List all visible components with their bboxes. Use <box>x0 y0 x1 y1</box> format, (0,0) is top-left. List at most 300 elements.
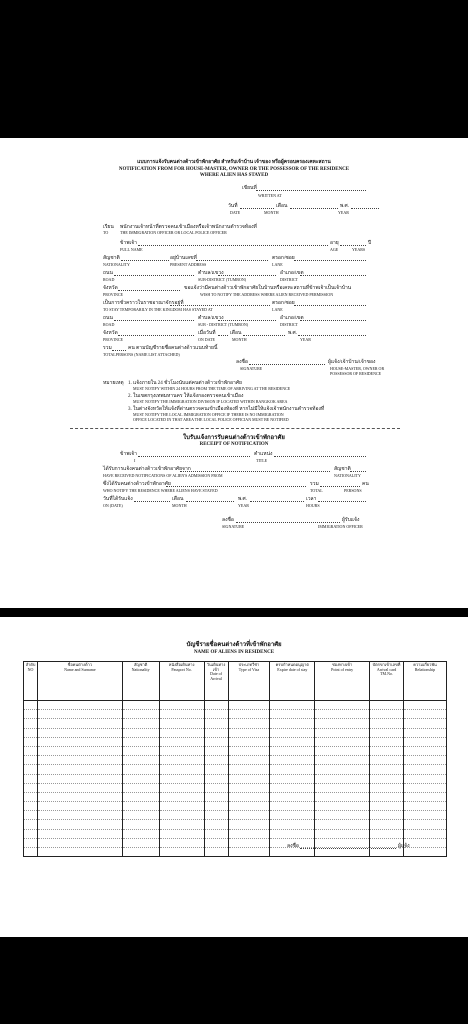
table-row <box>24 820 447 829</box>
table-cell[interactable] <box>228 737 270 746</box>
table-cell[interactable] <box>37 783 122 792</box>
lane-label-en: LANE <box>272 262 283 267</box>
table-cell[interactable] <box>270 802 315 811</box>
table-cell[interactable] <box>122 765 159 774</box>
table-cell[interactable] <box>159 820 204 829</box>
table-cell[interactable] <box>159 710 204 719</box>
address-field[interactable] <box>196 260 268 261</box>
table-cell[interactable] <box>370 756 404 765</box>
year-label-th: พ.ศ. <box>340 204 349 209</box>
year-field[interactable] <box>351 208 379 209</box>
road-field[interactable] <box>114 275 194 276</box>
table-cell[interactable] <box>159 802 204 811</box>
officer-signature-field[interactable] <box>236 522 340 523</box>
table-cell[interactable] <box>24 728 38 737</box>
table-cell[interactable] <box>37 774 122 783</box>
table-cell[interactable] <box>24 701 38 710</box>
written-at-label-th: เขียนที่ <box>242 186 257 191</box>
table-cell[interactable] <box>24 710 38 719</box>
signature-role-en-2: POSSESSOR OF RESIDENCE <box>330 371 382 376</box>
table-cell[interactable] <box>270 719 315 728</box>
table-cell[interactable] <box>24 848 38 857</box>
table-cell[interactable] <box>315 829 370 838</box>
table-cell[interactable] <box>370 728 404 737</box>
table-cell[interactable] <box>404 701 447 710</box>
name-label-en: FULL NAME <box>120 247 143 252</box>
lane-label-th: ตรอก/ซอย <box>272 256 295 261</box>
officer-label-en: IMMIGRATION OFFICER <box>318 524 363 529</box>
to-recipient-en: THE IMMIGRATION OFFICER OR LOCAL POLICE OFFICER <box>120 230 227 235</box>
province-label-th: จังหวัด <box>103 286 118 291</box>
receipt-month-field[interactable] <box>186 501 234 502</box>
table-cell[interactable] <box>315 710 370 719</box>
table-cell[interactable] <box>122 728 159 737</box>
table-cell[interactable] <box>122 792 159 801</box>
table-header-row <box>24 662 447 701</box>
who-field[interactable] <box>166 486 306 487</box>
table-cell[interactable] <box>122 737 159 746</box>
stay-address-field[interactable] <box>170 305 270 306</box>
nationality-field[interactable] <box>121 260 169 261</box>
table-cell[interactable] <box>159 792 204 801</box>
table-cell[interactable] <box>404 737 447 746</box>
alien-list-en-title: NAME OF ALIENS IN RESIDENCE <box>193 650 275 655</box>
table-cell[interactable] <box>204 719 228 728</box>
table-cell[interactable] <box>24 829 38 838</box>
table-cell[interactable] <box>24 838 38 847</box>
table-cell[interactable] <box>24 783 38 792</box>
table-cell[interactable] <box>37 765 122 774</box>
signature-field[interactable] <box>249 364 325 365</box>
receipt-hours-field[interactable] <box>318 501 366 502</box>
province-label-en: PROVINCE <box>103 292 124 297</box>
table-cell[interactable] <box>122 838 159 847</box>
table-cell[interactable] <box>204 802 228 811</box>
table-cell[interactable] <box>159 774 204 783</box>
age-label-th: อายุ <box>330 241 339 246</box>
stay-province-label-th: จังหวัด <box>103 331 118 336</box>
table-cell[interactable] <box>204 829 228 838</box>
list-sign-label-th: ลงชื่อ <box>287 844 299 849</box>
signature-label-th: ลงชื่อ <box>236 360 248 365</box>
alien-list-table <box>23 661 447 857</box>
table-cell[interactable] <box>159 737 204 746</box>
form-en-title: NOTIFICATION FROM FOR HOUSE-MASTER, OWNER OR THE POSSESSOR OF THE RESIDENCE <box>118 167 350 172</box>
persons-label-en: PERSONS <box>344 488 362 493</box>
table-cell[interactable] <box>315 701 370 710</box>
table-cell[interactable] <box>270 701 315 710</box>
table-row <box>24 710 447 719</box>
col-header-arrival: วันเดินทางเข้า Date of Arrival <box>204 662 228 701</box>
table-cell[interactable] <box>404 802 447 811</box>
ondate-label-en: ON DATE <box>198 337 215 342</box>
table-cell[interactable] <box>228 701 270 710</box>
table-cell[interactable] <box>159 783 204 792</box>
date-field[interactable] <box>240 208 274 209</box>
table-row <box>24 792 447 801</box>
district-field[interactable] <box>300 275 366 276</box>
table-cell[interactable] <box>122 820 159 829</box>
table-cell[interactable] <box>228 774 270 783</box>
table-cell[interactable] <box>315 746 370 755</box>
table-cell[interactable] <box>24 802 38 811</box>
table-cell[interactable] <box>270 756 315 765</box>
table-cell[interactable] <box>404 774 447 783</box>
receipt-name-label-th: ข้าพเจ้า <box>120 452 137 457</box>
stay-month-label-en: MONTH <box>232 337 247 342</box>
stay-label-en: TO STAY TEMPORARILY IN THE KINGDOM HAS STAYED AT <box>103 307 213 312</box>
ondate-label-th: เมื่อวันที่ <box>198 331 216 336</box>
table-cell[interactable] <box>370 774 404 783</box>
month-field[interactable] <box>290 208 338 209</box>
table-cell[interactable] <box>404 792 447 801</box>
table-cell[interactable] <box>228 820 270 829</box>
table-cell[interactable] <box>228 802 270 811</box>
col-header-entry: ช่องทางเข้า Point of entry <box>315 662 370 701</box>
table-cell[interactable] <box>404 811 447 820</box>
table-cell[interactable] <box>204 701 228 710</box>
table-row <box>24 829 447 838</box>
stay-year-label-en: YEAR <box>300 337 311 342</box>
table-cell[interactable] <box>204 756 228 765</box>
to-prefix-en: TO <box>103 230 109 235</box>
table-cell[interactable] <box>37 848 122 857</box>
list-signature-field[interactable] <box>300 848 396 849</box>
alien-list-thai-title: บัญชีรายชื่อคนต่างด้าวที่เข้าพักอาศัย <box>186 642 282 648</box>
notification-form-page <box>0 138 468 608</box>
receipt-date-label-en: ON (DATE) <box>103 503 123 508</box>
table-cell[interactable] <box>37 811 122 820</box>
note-1-th: 1. แจ้งภายใน 24 ชั่วโมงนับแต่คนต่างด้าวเข้าพักอาศัย <box>128 381 242 386</box>
receipt-title-label-en: TITLE <box>256 458 268 463</box>
table-cell[interactable] <box>315 783 370 792</box>
table-cell[interactable] <box>228 756 270 765</box>
table-cell[interactable] <box>315 811 370 820</box>
stay-subdistrict-label-en: SUB - DISTRICT (TUMBON) <box>198 322 249 327</box>
table-cell[interactable] <box>204 783 228 792</box>
table-cell[interactable] <box>204 746 228 755</box>
officer-sign-label-th: ลงชื่อ <box>222 518 234 523</box>
table-cell[interactable] <box>228 719 270 728</box>
month-label-th: เดือน <box>276 204 288 209</box>
ondate-field[interactable] <box>218 335 228 336</box>
table-cell[interactable] <box>204 792 228 801</box>
table-cell[interactable] <box>122 719 159 728</box>
receipt-total-field[interactable] <box>320 486 360 487</box>
table-cell[interactable] <box>159 838 204 847</box>
col-header-expire: ครบกำหนดอนุญาต Expire date of stay <box>270 662 315 701</box>
table-cell[interactable] <box>228 811 270 820</box>
table-cell[interactable] <box>159 746 204 755</box>
notes-label: หมายเหตุ <box>103 381 124 386</box>
receipt-nat-field[interactable] <box>350 471 366 472</box>
table-row <box>24 765 447 774</box>
receipt-title-field[interactable] <box>274 456 366 457</box>
table-cell[interactable] <box>270 737 315 746</box>
table-cell[interactable] <box>228 746 270 755</box>
stay-road-field[interactable] <box>114 320 194 321</box>
address-label-th: อยู่บ้านเลขที่ <box>170 256 197 261</box>
receipt-hours-label-th: เวลา <box>306 497 317 502</box>
receipt-date-field[interactable] <box>134 501 170 502</box>
to-prefix-th: เรียน <box>103 225 114 230</box>
table-cell[interactable] <box>24 820 38 829</box>
table-cell[interactable] <box>122 811 159 820</box>
table-cell[interactable] <box>159 719 204 728</box>
table-cell[interactable] <box>24 792 38 801</box>
table-cell[interactable] <box>228 829 270 838</box>
written-at-field[interactable] <box>256 190 366 191</box>
table-cell[interactable] <box>404 820 447 829</box>
persons-label-th: คน <box>362 482 369 487</box>
col-header-arrival-card: บัตรขาเข้าเลขที่ Arrival card TM.No. <box>370 662 404 701</box>
table-cell[interactable] <box>159 728 204 737</box>
years-label-en: YEARS <box>352 247 366 252</box>
received-label-th: ได้รับการแจ้งคนต่างด้าวเข้าพักอาศัยจาก <box>103 467 191 472</box>
table-cell[interactable] <box>37 802 122 811</box>
stay-month-field[interactable] <box>243 335 285 336</box>
table-cell[interactable] <box>122 710 159 719</box>
table-cell[interactable] <box>122 783 159 792</box>
province-field[interactable] <box>118 290 180 291</box>
table-cell[interactable] <box>370 710 404 719</box>
stay-province-field[interactable] <box>118 335 194 336</box>
table-cell[interactable] <box>370 811 404 820</box>
table-cell[interactable] <box>122 774 159 783</box>
stay-district-label-th: อำเภอ/เขต <box>280 316 304 321</box>
stay-label-th: เป็นการชั่วคราวในราชอาณาจักรอยู่ที่ <box>103 301 184 306</box>
total-field[interactable] <box>112 350 126 351</box>
received-from-field[interactable] <box>180 471 330 472</box>
table-cell[interactable] <box>270 746 315 755</box>
table-cell[interactable] <box>370 802 404 811</box>
table-cell[interactable] <box>122 848 159 857</box>
table-cell[interactable] <box>315 792 370 801</box>
table-cell[interactable] <box>37 756 122 765</box>
lane-field[interactable] <box>294 260 366 261</box>
stay-subdistrict-field[interactable] <box>218 320 276 321</box>
table-cell[interactable] <box>370 820 404 829</box>
table-row <box>24 746 447 755</box>
table-cell[interactable] <box>270 710 315 719</box>
stay-district-label-en: DISTRICT <box>280 322 298 327</box>
note-3-en: MUST NOTIFY THE LOCAL IMMIGRATION OFFICE IF THERE IS NO IMMIGRATION <box>133 412 284 417</box>
table-cell[interactable] <box>159 756 204 765</box>
table-cell[interactable] <box>204 710 228 719</box>
table-cell[interactable] <box>404 728 447 737</box>
table-cell[interactable] <box>228 765 270 774</box>
receipt-total-label-th: รวม <box>310 482 319 487</box>
table-cell[interactable] <box>24 737 38 746</box>
table-cell[interactable] <box>315 765 370 774</box>
note-1-en: MUST NOTIFY WITHIN 24 HOURS FROM THE TIME OF ARRIVING AT THE RESIDENCE <box>133 386 291 391</box>
district-label-en: DISTRICT <box>280 277 298 282</box>
table-cell[interactable] <box>204 774 228 783</box>
table-cell[interactable] <box>37 728 122 737</box>
table-cell[interactable] <box>204 838 228 847</box>
total-text-th: คน ตามบัญชีรายชื่อคนต่างด้าวแนบท้ายนี้ <box>128 346 218 351</box>
table-cell[interactable] <box>315 820 370 829</box>
table-cell[interactable] <box>315 838 370 847</box>
table-cell[interactable] <box>404 756 447 765</box>
table-cell[interactable] <box>122 701 159 710</box>
table-cell[interactable] <box>228 783 270 792</box>
notify-text-th: ขอแจ้งว่ามีคนต่างด้าวเข้าพักอาศัยในบ้านหรือเคหะสถานที่ข้าพเจ้าเป็นเจ้าบ้าน <box>184 286 352 291</box>
table-cell[interactable] <box>204 811 228 820</box>
table-cell[interactable] <box>404 829 447 838</box>
table-cell[interactable] <box>24 746 38 755</box>
table-cell[interactable] <box>228 710 270 719</box>
table-cell[interactable] <box>37 737 122 746</box>
table-cell[interactable] <box>270 783 315 792</box>
table-cell[interactable] <box>24 719 38 728</box>
total-label-th: รวม <box>103 346 112 351</box>
table-cell[interactable] <box>404 783 447 792</box>
signature-role-en-1: HOUSE-MASTER, OWNER OR <box>330 366 385 371</box>
table-cell[interactable] <box>159 829 204 838</box>
col-header-name: ชื่อคนต่างด้าว Name and Surname <box>37 662 122 701</box>
year-label-en: YEAR <box>338 210 349 215</box>
table-cell[interactable] <box>24 811 38 820</box>
stay-subdistrict-label-th: ตำบล/แขวง <box>198 316 224 321</box>
table-row <box>24 756 447 765</box>
full-name-field[interactable] <box>138 245 328 246</box>
table-cell[interactable] <box>37 710 122 719</box>
table-cell[interactable] <box>315 756 370 765</box>
date-label-th: วันที่ <box>228 204 238 209</box>
officer-sign-label-en: SIGNATURE <box>222 524 245 529</box>
who-label-th: ซึ่งได้รับคนต่างด้าวเข้าพักอาศัย <box>103 482 171 487</box>
note-3-th: 3. ในต่างจังหวัดให้แจ้งที่ด่านตรวจคนเข้าเมืองท้องที่ หากไม่มีให้แจ้งเจ้าพนักงานตำรวจท้องที่ <box>128 407 325 412</box>
stay-month-label-th: เดือน <box>230 331 242 336</box>
stay-lane-field[interactable] <box>294 305 366 306</box>
table-cell[interactable] <box>37 820 122 829</box>
table-cell[interactable] <box>204 728 228 737</box>
table-cell[interactable] <box>404 746 447 755</box>
table-cell[interactable] <box>204 848 228 857</box>
table-cell[interactable] <box>37 746 122 755</box>
table-cell[interactable] <box>315 802 370 811</box>
stay-district-field[interactable] <box>300 320 366 321</box>
table-cell[interactable] <box>270 792 315 801</box>
note-2-en: MUST NOTIFY THE IMMIGRATION DIVISION IF LOCATED WITHIN BANGKOK AREA <box>133 399 288 404</box>
table-cell[interactable] <box>37 829 122 838</box>
table-cell[interactable] <box>315 737 370 746</box>
nationality-label-th: สัญชาติ <box>103 256 120 261</box>
table-cell[interactable] <box>404 719 447 728</box>
receipt-date-label-th: วันที่ได้รับแจ้ง <box>103 497 133 502</box>
receipt-month-label-th: เดือน <box>172 497 184 502</box>
table-cell[interactable] <box>204 737 228 746</box>
month-label-en: MONTH <box>264 210 279 215</box>
table-cell[interactable] <box>159 701 204 710</box>
table-cell[interactable] <box>122 756 159 765</box>
table-cell[interactable] <box>122 802 159 811</box>
stay-road-label-en: ROAD <box>103 322 115 327</box>
table-cell[interactable] <box>370 765 404 774</box>
table-cell[interactable] <box>24 765 38 774</box>
alien-list-page <box>0 617 468 937</box>
table-cell[interactable] <box>370 783 404 792</box>
table-cell[interactable] <box>37 838 122 847</box>
table-cell[interactable] <box>370 719 404 728</box>
table-cell[interactable] <box>270 765 315 774</box>
written-at-label-en: WRITTEN AT <box>258 193 282 198</box>
table-cell[interactable] <box>404 765 447 774</box>
col-header-passport: หนังสือเดินทาง Passport No. <box>159 662 204 701</box>
table-cell[interactable] <box>228 838 270 847</box>
table-cell[interactable] <box>122 829 159 838</box>
signature-role-th: ผู้แจ้ง/เจ้าบ้าน/เจ้าของ <box>328 360 376 365</box>
receipt-hours-label-en: HOURS <box>306 503 320 508</box>
table-cell[interactable] <box>159 848 204 857</box>
received-label-en: HAVE RECEIVED NOTIFICATIONS OF ALIEN'S ADMISSION FROM <box>103 473 223 478</box>
subdistrict-label-en: SUB-DISTRICT (TUMBON) <box>198 277 247 282</box>
receipt-nat-label-th: สัญชาติ <box>334 467 351 472</box>
receipt-title-label-th: ตำแหน่ง <box>254 452 273 457</box>
table-cell[interactable] <box>270 811 315 820</box>
table-cell[interactable] <box>315 728 370 737</box>
cut-line <box>70 428 400 429</box>
table-cell[interactable] <box>270 820 315 829</box>
table-cell[interactable] <box>228 792 270 801</box>
total-label-en: TOTALPERSONS (NAME LIST ATTACHED) <box>103 352 180 357</box>
nationality-label-en: NATIONALITY <box>103 262 130 267</box>
table-cell[interactable] <box>24 774 38 783</box>
age-field[interactable] <box>340 245 366 246</box>
table-cell[interactable] <box>370 701 404 710</box>
stay-year-label-th: พ.ศ. <box>288 331 297 336</box>
table-cell[interactable] <box>204 765 228 774</box>
receipt-total-label-en: TOTAL <box>310 488 323 493</box>
stay-lane-label-th: ตรอก/ซอย <box>272 301 295 306</box>
stay-year-field[interactable] <box>298 335 366 336</box>
table-cell[interactable] <box>370 792 404 801</box>
table-row <box>24 802 447 811</box>
table-cell[interactable] <box>204 820 228 829</box>
receipt-year-field[interactable] <box>250 501 304 502</box>
table-cell[interactable] <box>315 719 370 728</box>
table-cell[interactable] <box>228 728 270 737</box>
table-cell[interactable] <box>24 756 38 765</box>
table-row <box>24 701 447 710</box>
table-cell[interactable] <box>37 719 122 728</box>
table-cell[interactable] <box>122 746 159 755</box>
note-3-en-2: OFFICE LOCATED IN THAT AREA THE LOCAL POLICE OFFICIAN MUST BE NOTIFIED <box>133 417 289 422</box>
notify-text-en: WISH TO NOTIFY THE ADDRESS WHERE ALIEN RECEIVED PERMISSION <box>200 292 334 297</box>
table-cell[interactable] <box>370 746 404 755</box>
table-cell[interactable] <box>404 710 447 719</box>
road-label-th: ถนน <box>103 271 113 276</box>
table-cell[interactable] <box>315 774 370 783</box>
table-cell[interactable] <box>159 765 204 774</box>
table-row <box>24 719 447 728</box>
table-cell[interactable] <box>270 774 315 783</box>
signature-label-en: SIGNATURE <box>240 366 263 371</box>
officer-label-th: ผู้รับแจ้ง <box>342 518 360 523</box>
subdistrict-field[interactable] <box>218 275 276 276</box>
table-cell[interactable] <box>370 829 404 838</box>
table-cell[interactable] <box>270 728 315 737</box>
receipt-year-label-th: พ.ศ. <box>238 497 247 502</box>
receipt-name-field[interactable] <box>138 456 250 457</box>
table-cell[interactable] <box>37 701 122 710</box>
table-cell[interactable] <box>270 829 315 838</box>
table-cell[interactable] <box>159 811 204 820</box>
table-cell[interactable] <box>37 792 122 801</box>
table-cell[interactable] <box>228 848 270 857</box>
table-cell[interactable] <box>370 737 404 746</box>
